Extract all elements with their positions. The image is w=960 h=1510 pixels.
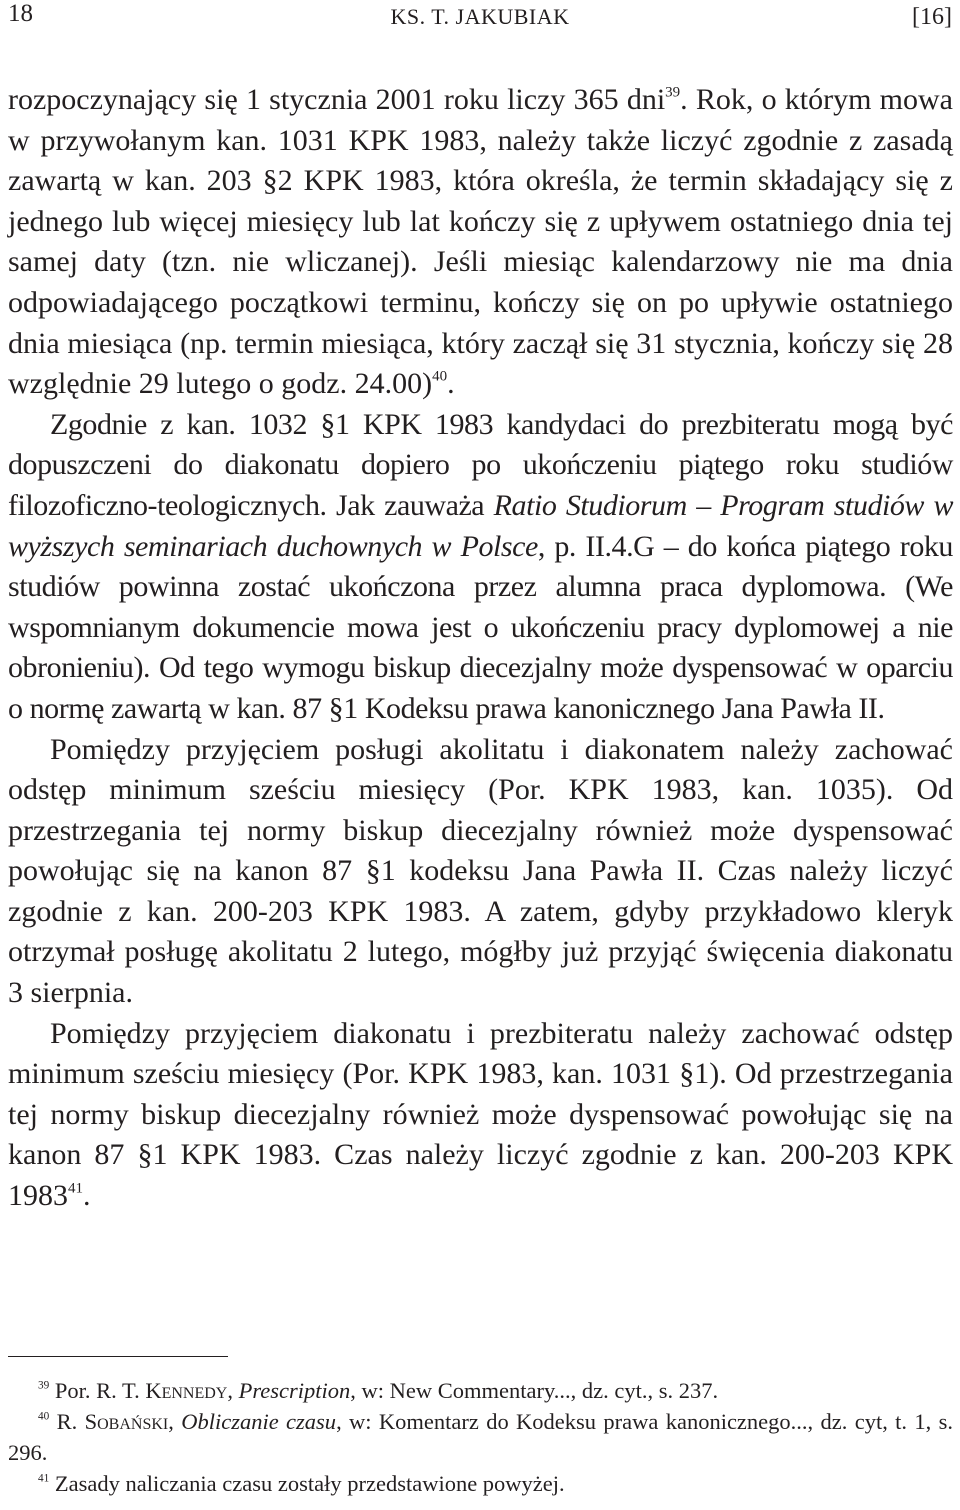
footnote-rule [8, 1356, 228, 1357]
paragraph-4 [8, 1014, 953, 1217]
footnote-40 [8, 1406, 953, 1468]
footnote-41-text: Zasady naliczania czasu zostały przedstawione powyżej. [54, 1471, 565, 1496]
p2-text-2: , p. II.4.G – do końca piątego roku studiów powinna zostać ukończona przez alumna praca dyplomowa. (We wspomnianym dokumencie mowa jest o ukończeniu pracy dyplomowej a nie obronieniu). Od tego wymogu biskup diecezjalny może dyspensować w oparciu o normę zawartą w kan. 87 §1 Kodeksu prawa kanonicznego Jana Pawła II. [8, 529, 953, 725]
footnotes [8, 1356, 953, 1499]
p2-italic-title: Ratio Studiorum – Program studiów w wyższych seminariach duchownych w Polsce [8, 488, 953, 563]
paragraph-2 [8, 405, 953, 730]
running-head: KS. T. JAKUBIAK [390, 4, 570, 29]
part-number: [16] [912, 4, 952, 30]
footnote-40-sep: , [168, 1409, 182, 1434]
footnote-39-post: , w: New Commentary..., dz. cyt., s. 237. [350, 1378, 719, 1403]
footnote-39-title: Prescription [238, 1378, 351, 1403]
footnote-41 [8, 1468, 953, 1499]
footnote-ref-39: 39 [665, 84, 681, 101]
footnote-39-author: Kennedy [145, 1378, 228, 1403]
footnote-40-author: Sobański [84, 1409, 169, 1434]
paragraph-3: Pomiędzy przyjęciem posługi akolitatu i diakonatem należy zachować odstęp minimum sześciu miesięcy (Por. KPK 1983, kan. 1035). Od przestrzegania tej normy biskup diecezjalny również może dyspensować powołując się na kanon 87 §1 kodeksu Jana Pawła II. Czas należy liczyć zgodnie z kan. 200-203 KPK 1983. A zatem, gdyby przykładowo kleryk otrzymał posługę akolitatu 2 lutego, mógłby już przyjąć święcenia diakonatu 3 sierpnia. [8, 732, 953, 1010]
footnote-41-number: 41 [38, 1472, 50, 1485]
p4-text-1: Pomiędzy przyjęciem diakonatu i prezbiteratu należy zachować odstęp minimum sześciu miesięcy (Por. KPK 1983, kan. 1031 §1). Od przestrzegania tej normy biskup diecezjalny również może dyspensować powołując się na kanon 87 §1 KPK 1983. Czas należy liczyć zgodnie z kan. 200-203 KPK 1983 [8, 1016, 953, 1213]
paragraph-1 [8, 80, 953, 405]
page-number: 18 [8, 0, 33, 27]
footnote-40-number: 40 [38, 1410, 50, 1423]
footnote-40-title: Obliczanie czasu [181, 1409, 337, 1434]
page-header [8, 0, 952, 36]
footnote-39-pre: Por. R. T. [54, 1378, 146, 1403]
footnote-ref-40: 40 [432, 368, 448, 385]
p1-text-2: . Rok, o którym mowa w przywołanym kan. 1031 KPK 1983, należy także liczyć zgodnie z zasadą zawartą w kan. 203 §2 KPK 1983, która określa, że termin składający się z jednego lub więcej miesięcy lub lat kończy się z upływem ostatniego dnia tej samej daty (tzn. nie wliczanej). Jeśli miesiąc kalendarzowy nie ma dnia odpowiadającego początkowi terminu, kończy się on po upływie ostatniego dnia miesiąca (np. termin miesiąca, który zaczął się 31 stycznia, kończy się 28 względnie 29 lutego o godz. 24.00) [8, 83, 953, 401]
footnote-39-sep: , [227, 1378, 239, 1403]
footnote-40-post: , w: Komentarz do Kodeksu prawa kanonicznego..., dz. cyt, t. 1, s. 296. [8, 1409, 954, 1465]
p4-text-2: . [83, 1179, 91, 1213]
p2-text-1: Zgodnie z kan. 1032 §1 KPK 1983 kandydaci do prezbiteratu mogą być dopuszczeni do diakonatu dopiero po ukończeniu piątego roku studiów filozoficzno-teologicznych. Jak zauważa [8, 407, 953, 522]
footnote-40-pre: R. [56, 1409, 85, 1434]
footnote-39-number: 39 [38, 1379, 50, 1392]
footnote-ref-41: 41 [68, 1180, 83, 1197]
p1-text-3: . [447, 367, 455, 401]
footnote-39 [8, 1375, 953, 1406]
p1-text-1: rozpoczynający się 1 stycznia 2001 roku liczy 365 dni [8, 83, 666, 116]
main-text [8, 80, 953, 1217]
